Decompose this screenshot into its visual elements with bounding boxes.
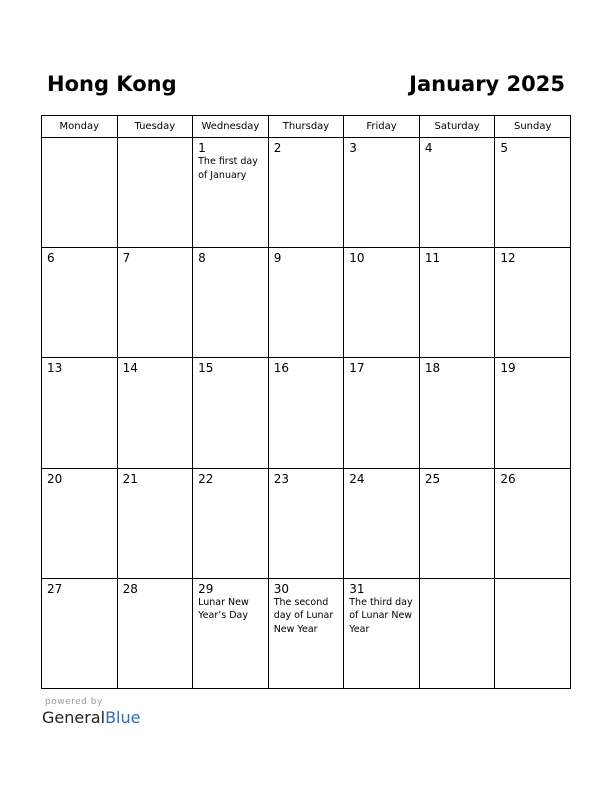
powered-by-text: powered by — [45, 697, 103, 707]
day-number: 30 — [273, 581, 289, 596]
weekday-header: Saturday — [419, 116, 495, 138]
day-cell — [419, 358, 495, 468]
day-cell — [419, 468, 495, 578]
day-number: 31 — [349, 581, 365, 596]
day-number — [118, 138, 193, 141]
day-cell — [495, 578, 571, 688]
day-cell — [42, 358, 118, 468]
day-number: 5 — [500, 141, 509, 155]
day-cell — [42, 138, 118, 248]
day-cell — [495, 138, 571, 248]
day-number: 10 — [349, 251, 365, 266]
day-cell — [42, 248, 118, 358]
week-row — [42, 358, 571, 468]
day-number: 20 — [47, 471, 63, 486]
day-cell — [268, 248, 344, 358]
brand-blue-text: Blue — [105, 708, 141, 727]
holiday-note: The second day of Lunar New Year — [273, 596, 334, 635]
weekday-header: Thursday — [268, 116, 344, 138]
day-cell — [193, 468, 269, 578]
week-row — [42, 578, 571, 688]
day-cell — [268, 468, 344, 578]
generalblue-logo[interactable] — [42, 708, 140, 728]
day-cell — [42, 468, 118, 578]
day-cell — [344, 578, 420, 688]
calendar-grid — [41, 115, 571, 689]
day-number: 17 — [349, 361, 365, 376]
day-number: 27 — [47, 581, 63, 596]
brand-general-text: General — [42, 708, 106, 727]
weekday-header-row — [42, 116, 571, 138]
day-cell — [419, 578, 495, 688]
week-row — [42, 138, 571, 248]
day-number: 13 — [47, 361, 63, 376]
day-number: 4 — [424, 141, 433, 155]
day-cell — [419, 138, 495, 248]
country-title: Hong Kong — [47, 72, 177, 96]
day-number: 23 — [273, 471, 289, 486]
day-number: 22 — [198, 471, 214, 486]
day-number — [42, 138, 117, 141]
weekday-header: Friday — [344, 116, 420, 138]
day-number: 16 — [273, 361, 289, 376]
weekday-header: Wednesday — [193, 116, 269, 138]
day-cell — [193, 248, 269, 358]
day-cell — [419, 248, 495, 358]
day-number — [495, 579, 570, 582]
day-cell — [42, 578, 118, 688]
holiday-note: The third day of Lunar New Year — [349, 596, 413, 635]
day-cell — [268, 358, 344, 468]
day-number: 14 — [122, 361, 138, 376]
day-cell — [344, 358, 420, 468]
day-number: 9 — [273, 251, 282, 266]
weekday-header: Monday — [42, 116, 118, 138]
day-number: 19 — [500, 361, 516, 376]
day-cell — [193, 358, 269, 468]
day-cell — [344, 248, 420, 358]
day-number: 2 — [273, 141, 282, 155]
week-row — [42, 248, 571, 358]
day-number: 8 — [198, 251, 206, 266]
day-cell — [117, 138, 193, 248]
day-number: 29 — [198, 581, 214, 596]
weekday-header: Tuesday — [117, 116, 193, 138]
day-number: 21 — [122, 471, 138, 486]
day-number: 11 — [424, 251, 441, 266]
day-number: 28 — [122, 581, 138, 596]
day-number: 6 — [47, 251, 55, 266]
day-number: 24 — [349, 471, 365, 486]
day-number: 18 — [424, 361, 441, 376]
day-cell — [495, 358, 571, 468]
day-number: 25 — [424, 471, 441, 486]
day-cell — [495, 248, 571, 358]
holiday-note: Lunar New Year’s Day — [198, 596, 249, 622]
day-cell — [495, 468, 571, 578]
month-title: January 2025 — [409, 72, 565, 96]
day-cell — [117, 248, 193, 358]
day-number: 15 — [198, 361, 214, 376]
day-cell — [344, 138, 420, 248]
day-cell — [117, 358, 193, 468]
weekday-header: Sunday — [495, 116, 571, 138]
day-cell — [344, 468, 420, 578]
day-number: 3 — [349, 141, 357, 155]
day-cell — [117, 578, 193, 688]
day-cell — [193, 578, 269, 688]
day-cell — [193, 138, 269, 248]
day-number: 1 — [198, 141, 206, 155]
day-number: 26 — [500, 471, 516, 486]
day-number: 7 — [122, 251, 131, 266]
day-number: 12 — [500, 251, 516, 266]
day-cell — [268, 138, 344, 248]
day-number — [420, 579, 495, 582]
day-cell — [268, 578, 344, 688]
day-cell — [117, 468, 193, 578]
week-row — [42, 468, 571, 578]
holiday-note: The first day of January — [198, 156, 258, 181]
